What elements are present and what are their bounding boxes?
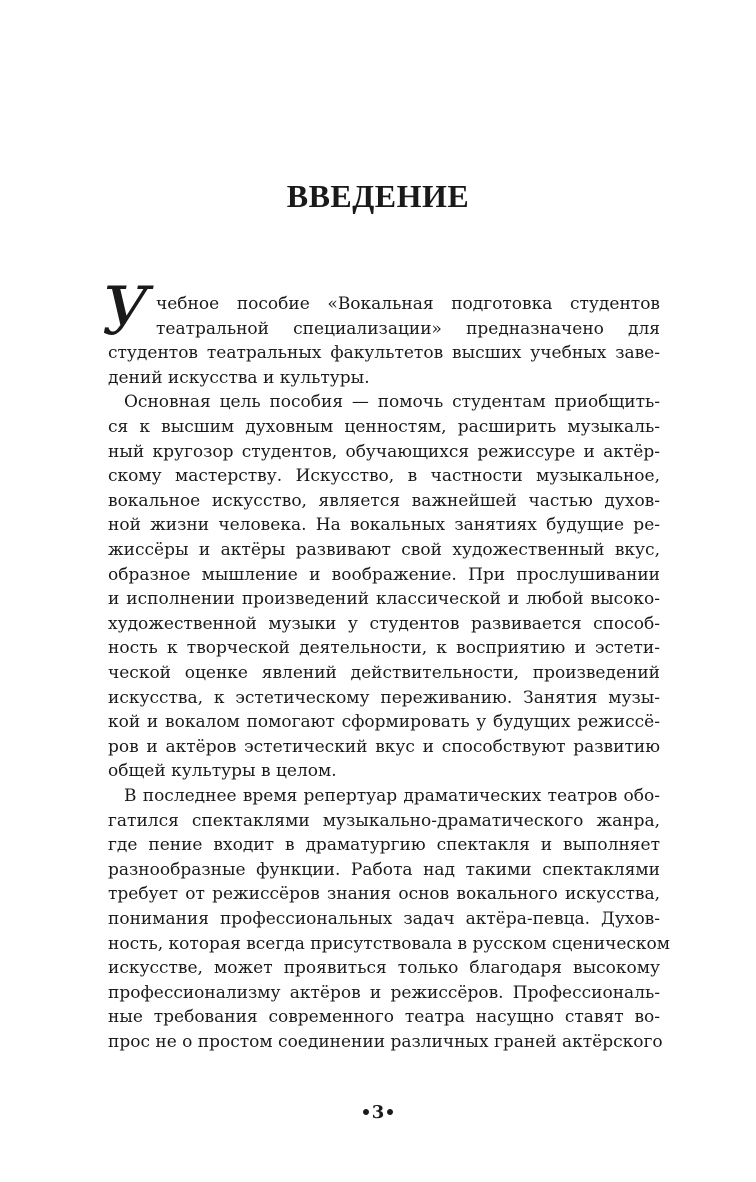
text-line: чебное пособие «Вокальная подготовка студентов — [156, 294, 660, 314]
text-line: гатился спектаклями музыкально-драматического жанра, — [108, 810, 660, 831]
text-line: художественной музыки у студентов развивается способ- — [108, 613, 660, 634]
text-line: понимания профессиональных задач актёра-певца. Духов- — [108, 909, 660, 929]
page-number — [0, 1102, 756, 1123]
text-line: ность, которая всегда присутствовала в русском сценическом — [108, 933, 670, 954]
text-line: ный кругозор студентов, обучающихся режиссуре и актёр- — [108, 441, 660, 462]
chapter-heading: ВВЕДЕНИЕ — [286, 178, 470, 214]
text-line: жиссёры и актёры развивают свой художественный вкус, — [108, 540, 660, 560]
text-line: где пение входит в драматургию спектакля и выполняет — [108, 835, 660, 856]
text-line: искусстве, может проявиться только благодаря высокому — [108, 958, 660, 979]
text-line: образное мышление и воображение. При прослушивании — [108, 564, 660, 585]
text-line: вокальное искусство, является важнейшей частью духов- — [108, 490, 660, 511]
text-line: требует от режиссёров знания основ вокального искусства, — [108, 884, 660, 905]
text-line: кой и вокалом помогают сформировать у будущих режиссё- — [108, 712, 660, 733]
text-line: ность к творческой деятельности, к восприятию и эстети- — [108, 638, 660, 659]
bullet-right — [387, 1109, 393, 1115]
text-line: скому мастерству. Искусство, в частности музыкальное, — [108, 466, 660, 487]
text-line: ся к высшим духовным ценностям, расширить музыкаль- — [108, 417, 660, 437]
svg-text:У: У — [102, 278, 150, 346]
text-line: В последнее время репертуар драматических театров обо- — [124, 786, 660, 806]
bullet-left — [363, 1109, 369, 1115]
text-line: ров и актёров эстетический вкус и способствуют развитию — [108, 736, 660, 757]
drop-cap-letter — [96, 278, 160, 346]
text-line: прос не о простом соединении различных граней актёрского — [108, 1032, 663, 1052]
text-line: Основная цель пособия — помочь студентам приобщить- — [124, 392, 660, 413]
text-line: ные требования современного театра насущно ставят во- — [108, 1007, 660, 1028]
text-line: ной жизни человека. На вокальных занятиях будущие ре- — [108, 515, 660, 536]
text-line: театральной специализации» предназначено для — [156, 318, 660, 339]
text-line: профессионализму актёров и режиссёров. Профессиональ- — [108, 982, 660, 1003]
text-line: и исполнении произведений классической и любой высоко- — [108, 589, 660, 610]
text-line: ческой оценке явлений действительности, произведений — [108, 663, 660, 683]
text-line: общей культуры в целом. — [108, 761, 337, 782]
page-number-value: 3 — [371, 1102, 385, 1123]
text-line: дений искусства и культуры. — [108, 367, 370, 388]
text-line: студентов театральных факультетов высших учебных заве- — [108, 343, 660, 364]
text-line: искусства, к эстетическому переживанию. Занятия музы- — [108, 687, 660, 708]
text-line: разнообразные функции. Работа над такими спектаклями — [108, 859, 660, 880]
